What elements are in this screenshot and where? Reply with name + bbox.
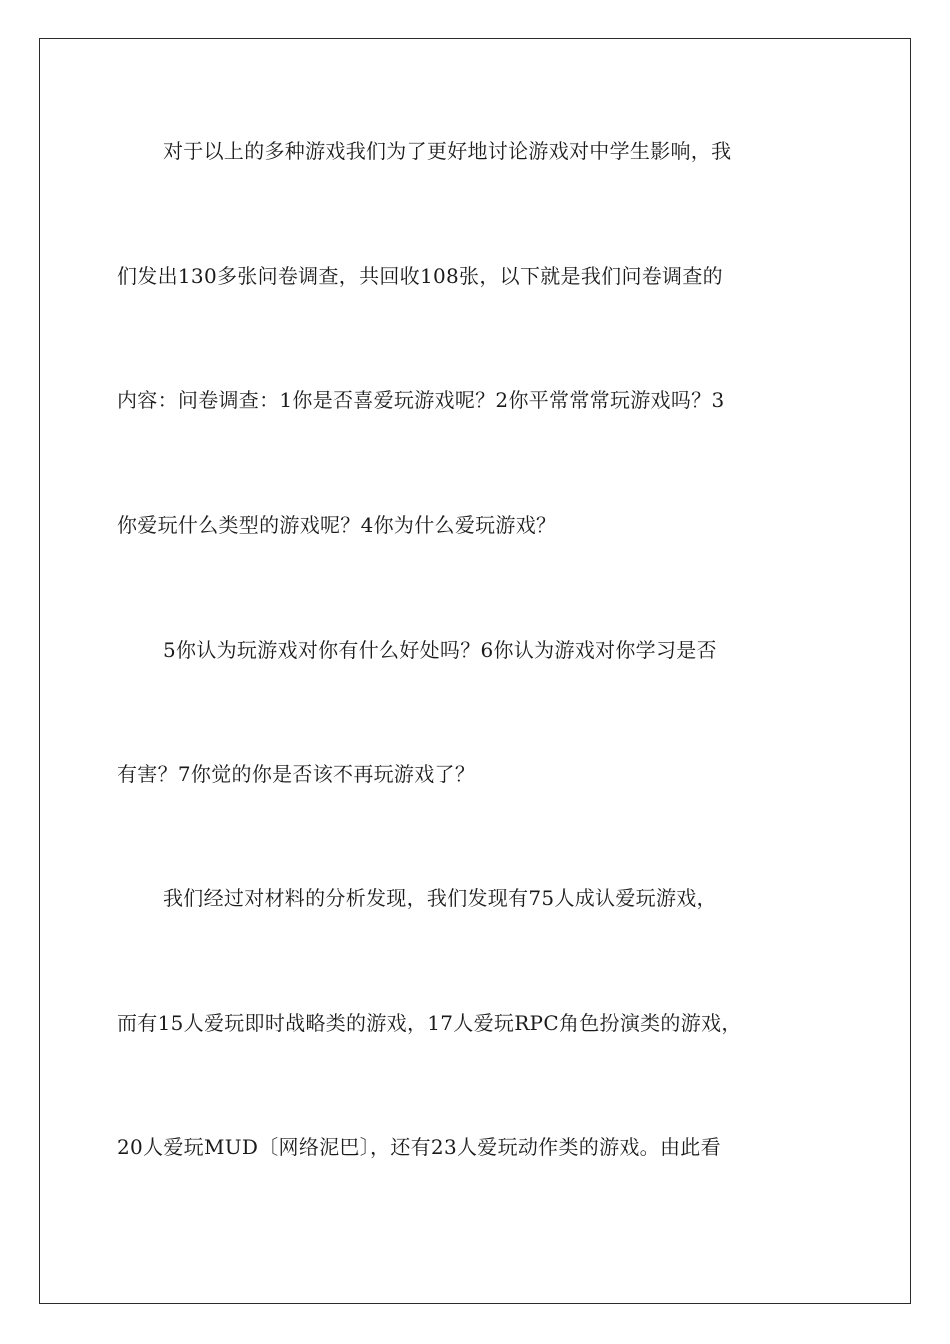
paragraph-1-line-2: 们发出130多张问卷调查，共回收108张，以下就是我们问卷调查的 — [117, 264, 723, 288]
paragraph-3-line-3: 20人爱玩MUD〔网络泥巴〕，还有23人爱玩动作类的游戏。由此看 — [117, 1135, 721, 1159]
paragraph-3-line-2: 而有15人爱玩即时战略类的游戏，17人爱玩RPC角色扮演类的游戏， — [117, 1011, 742, 1035]
paragraph-1-line-4: 你爱玩什么类型的游戏呢？4你为什么爱玩游戏？ — [117, 513, 557, 537]
paragraph-2-line-2: 有害？7你觉的你是否该不再玩游戏了？ — [117, 762, 476, 786]
paragraph-3-line-1: 我们经过对材料的分析发现，我们发现有75人成认爱玩游戏， — [163, 886, 717, 910]
paragraph-2-line-1: 5你认为玩游戏对你有什么好处吗？6你认为游戏对你学习是否 — [163, 638, 717, 662]
page-border — [39, 38, 911, 1304]
paragraph-1-line-1: 对于以上的多种游戏我们为了更好地讨论游戏对中学生影响，我 — [163, 139, 732, 163]
paragraph-1-line-3: 内容：问卷调查：1你是否喜爱玩游戏呢？2你平常常常玩游戏吗？3 — [117, 388, 725, 412]
